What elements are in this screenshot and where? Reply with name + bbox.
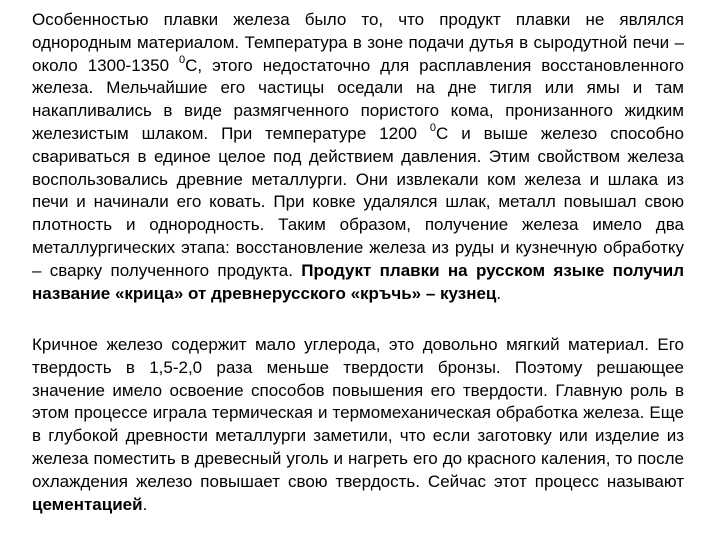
paragraph-end: . [496, 283, 502, 303]
paragraph-text: Особенностью плавки железа было то, что продукт плавки не являлся однородным материалом. Температура в зоне подачи дутья в сыродутной печи – около 1300-1350 [32, 10, 684, 75]
bold-term-kritsa: Продукт плавки на русском языке получил название «крица» от древнерусского «кръчь» – кузнец [32, 260, 684, 303]
paragraph-iron-smelting [32, 9, 684, 305]
paragraph-text: С, этого недостаточно для расплавления восстановленного железа. Мельчайшие его частицы оседали на дне тигля или ямы и там накапливались в виде размягченного пористого кома, пронизанного жидким железистым шлаком. При температуре 1200 [32, 55, 684, 143]
bold-term-cementation: цементацией [32, 494, 143, 514]
degree-superscript: 0 [179, 53, 186, 66]
paragraph-text: Кричное железо содержит мало углерода, это довольно мягкий материал. Его твердость в 1,5-2,0 раза меньше твердости бронзы. Поэтому решающее значение имело освоение способов повышения его твердости. Главную роль в этом процессе играла термическая и термомеханическая обработка железа. Еще в глубокой древности металлурги заметили, что если заготовку или изделие из железа поместить в древесный уголь и нагреть его до красного каления, то после охлаждения железо повышает свою твердость. Сейчас этот процесс называют [32, 335, 684, 491]
paragraph-bloomery-iron [32, 334, 684, 516]
paragraph-text: С и выше железо способно свариваться в единое целое под действием давления. Этим свойством железа воспользовались древние металлурги. Они извлекали ком железа и шлака из печи и начинали его ковать. При ковке удалялся шлак, металл повышал свою плотность и однородность. Таким образом, получение железа имело два металлургических этапа: восстановление железа из руды и кузнечную обработку – сварку полученного продукта. [32, 123, 685, 280]
paragraph-end: . [142, 494, 148, 514]
degree-superscript: 0 [429, 122, 437, 135]
